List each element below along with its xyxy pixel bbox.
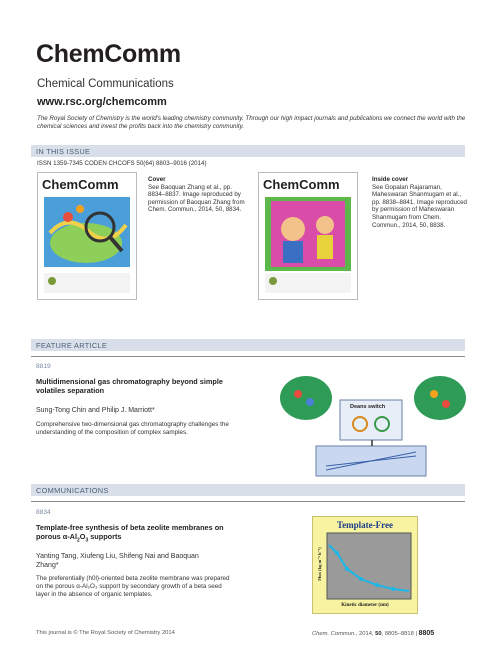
footer-volume: 50	[375, 631, 382, 637]
cover-text: See Baoquan Zhang et al., pp. 8834–8837. Image reproduced by permission of Baoquan Zhang from Chem. Commun., 2014, 50, 8834.	[148, 183, 245, 214]
journal-url[interactable]: www.rsc.org/chemcomm	[37, 96, 167, 108]
cover-thumb-title: ChemComm	[42, 177, 119, 192]
footer-pages: , 8805–8818 |	[381, 631, 419, 637]
cover-thumbnail[interactable]	[37, 172, 137, 300]
inside-cover-text: See Gopalan Rajaraman, Maheswaran Shanmugam et al., pp. 8838–8841. Image reproduced by permission of Maheswaran Shanmugam from Chem. Commun., 2014, 50, 8838.	[372, 183, 467, 229]
feature-figure-label: Deans switch	[350, 404, 386, 410]
divider	[31, 356, 465, 357]
feature-graphical-abstract	[278, 370, 466, 480]
communication-figure-art	[313, 517, 417, 613]
inside-cover-thumb-title: ChemComm	[263, 177, 340, 192]
figure-x-axis-label: Kinetic diameter (nm)	[341, 603, 389, 608]
footer-page-number: 8805	[418, 630, 435, 637]
rsc-blurb: The Royal Society of Chemistry is the world's leading chemistry community. Through our high impact journals and publications we connect the world with the chemical sciences and invest the profits back into the chemistry community.	[37, 115, 466, 130]
inside-cover-artwork	[259, 173, 357, 299]
footer-citation	[312, 630, 434, 637]
feature-title[interactable]: Multidimensional gas chromatography beyond simple volatiles separation	[36, 377, 223, 395]
section-heading: FEATURE ARTICLE	[36, 341, 108, 350]
inside-cover-caption	[372, 176, 467, 229]
journal-subtitle: Chemical Communications	[37, 78, 174, 90]
inside-cover-thumbnail[interactable]	[258, 172, 358, 300]
figure-y-axis-label: Flux (kg m⁻² h⁻¹)	[317, 547, 322, 581]
issn-line: ISSN 1359-7345 CODEN CHCOFS 50(64) 8803–9016 (2014)	[37, 160, 207, 167]
communication-title-text: Template-free synthesis of beta zeolite membranes on porous α-Al	[36, 523, 224, 541]
cover-label: Cover	[148, 176, 166, 183]
cover-artwork	[38, 173, 136, 299]
communication-title-text: supports	[88, 532, 122, 541]
footer-year: 2014,	[357, 631, 376, 637]
communication-graphical-abstract	[312, 516, 418, 614]
section-in-this-issue	[31, 145, 465, 157]
cover-caption	[148, 176, 248, 214]
section-heading: COMMUNICATIONS	[36, 486, 109, 495]
section-communications	[31, 484, 465, 496]
communication-title-text: O	[79, 532, 86, 541]
footer-journal: Chem. Commun.,	[312, 631, 358, 637]
footer-copyright: This journal is © The Royal Society of Chemistry 2014	[36, 630, 175, 636]
subscript: 3	[85, 537, 89, 544]
subscript: 2	[76, 537, 80, 544]
communication-abstract: The preferentially (h0l)-oriented beta zeolite membrane was prepared on the porous α-Al₂O₃ support by secondary growth of a beta seed layer in the absence of organic templates.	[36, 575, 230, 598]
inside-cover-label: Inside cover	[372, 176, 409, 183]
section-feature-article	[31, 339, 465, 351]
figure-title: Template-Free	[337, 520, 393, 530]
feature-abstract: Comprehensive two-dimensional gas chromatography challenges the understanding of the composition of complex samples.	[36, 421, 229, 436]
communication-page-number: 8834	[36, 509, 51, 516]
feature-figure-art	[278, 370, 466, 480]
feature-page-number: 8819	[36, 363, 51, 370]
communication-authors: Yanting Tang, Xiufeng Liu, Shifeng Nai and Baoquan Zhang*	[36, 553, 199, 569]
feature-authors: Sung-Tong Chin and Philip J. Marriott*	[36, 407, 155, 414]
communication-title[interactable]	[36, 523, 241, 545]
section-heading: IN THIS ISSUE	[36, 147, 91, 156]
divider	[31, 501, 465, 502]
journal-title: ChemComm	[36, 40, 181, 68]
